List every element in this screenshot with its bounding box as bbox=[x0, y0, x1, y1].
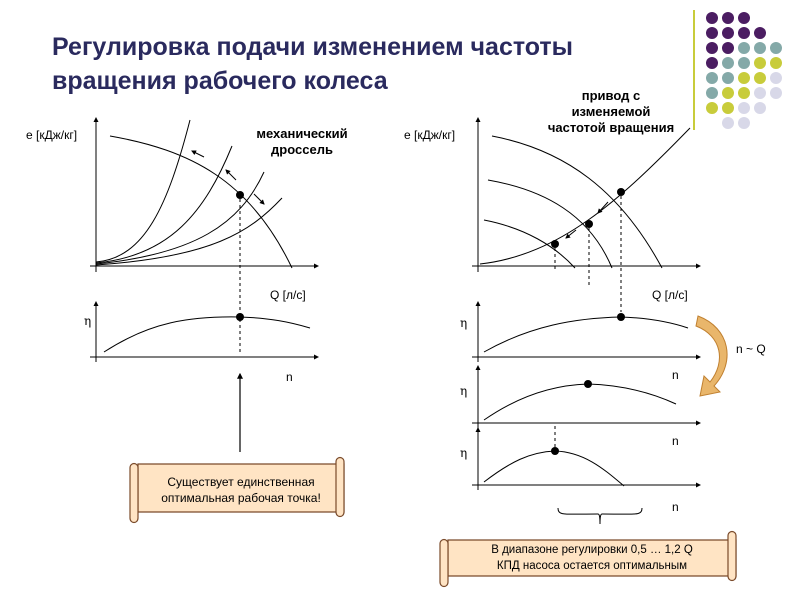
left-eff-max-point bbox=[236, 313, 244, 321]
title-line-1: Регулировка подачи изменением частоты bbox=[52, 33, 574, 61]
right-note-line-1: В диапазоне регулировки 0,5 … 1,2 Q bbox=[491, 544, 693, 556]
right-eff-max-point-1 bbox=[617, 313, 625, 321]
left-efficiency-chart bbox=[90, 302, 318, 362]
right-efficiency-chart-1 bbox=[472, 302, 700, 362]
left-system-curve-3 bbox=[96, 172, 264, 264]
left-arrow-1 bbox=[192, 151, 204, 157]
left-arrow-2 bbox=[226, 170, 236, 180]
left-note-line-1: Существует единственная bbox=[167, 475, 315, 489]
left-operating-point bbox=[236, 191, 244, 199]
left-system-curve-4 bbox=[96, 198, 282, 265]
n-q-relation-label: n ~ Q bbox=[736, 342, 766, 356]
right-note bbox=[452, 542, 732, 574]
left-device-label bbox=[254, 126, 350, 158]
right-main-chart bbox=[472, 118, 700, 312]
left-system-curve-2 bbox=[96, 146, 232, 263]
left-system-curve-1 bbox=[96, 120, 190, 262]
right-operating-point-1 bbox=[617, 188, 625, 196]
left-arrow-3 bbox=[254, 194, 264, 204]
right-eta-label-1: η bbox=[460, 316, 468, 330]
right-operating-point-3 bbox=[551, 240, 559, 248]
left-note bbox=[140, 474, 342, 506]
right-system-curve bbox=[480, 128, 690, 264]
left-y-axis-label: е [кДж/кг] bbox=[26, 128, 78, 142]
right-device-label bbox=[530, 88, 692, 136]
right-y-axis-label: е [кДж/кг] bbox=[404, 128, 456, 142]
range-brace bbox=[558, 508, 642, 524]
right-x-axis-label: Q [л/с] bbox=[652, 288, 688, 302]
right-eta-label-2: η bbox=[460, 384, 468, 398]
curved-orange-arrow bbox=[696, 316, 727, 396]
right-device-label-line-2: изменяемой bbox=[571, 104, 651, 119]
right-n-label-2: n bbox=[672, 434, 679, 448]
right-pump-curve-1 bbox=[492, 136, 662, 268]
right-device-label-line-1: привод с bbox=[581, 88, 641, 103]
right-eta-label-3: η bbox=[460, 446, 468, 460]
left-device-label-line-2: дроссель bbox=[271, 142, 333, 157]
right-efficiency-chart-3 bbox=[472, 424, 700, 490]
left-n-label: n bbox=[286, 370, 293, 384]
right-arrow-1 bbox=[598, 202, 608, 213]
left-eta-label: η bbox=[84, 314, 92, 328]
left-note-line-2: оптимальная рабочая точка! bbox=[161, 491, 321, 505]
right-pump-curve-2 bbox=[488, 180, 612, 268]
right-eff-max-point-3 bbox=[551, 447, 559, 455]
title-line-2: вращения рабочего колеса bbox=[52, 67, 388, 95]
right-device-label-line-3: частотой вращения bbox=[547, 120, 675, 135]
right-note-line-2: КПД насоса остается оптимальным bbox=[496, 560, 688, 572]
left-x-axis-label: Q [л/с] bbox=[270, 288, 306, 302]
left-device-label-line-1: механический bbox=[256, 126, 348, 141]
right-operating-point-2 bbox=[585, 220, 593, 228]
right-n-label-1: n bbox=[672, 368, 679, 382]
right-eff-max-point-2 bbox=[584, 380, 592, 388]
right-n-label-3: n bbox=[672, 500, 679, 514]
left-eff-curve bbox=[104, 317, 310, 352]
right-efficiency-chart-2 bbox=[472, 366, 700, 428]
